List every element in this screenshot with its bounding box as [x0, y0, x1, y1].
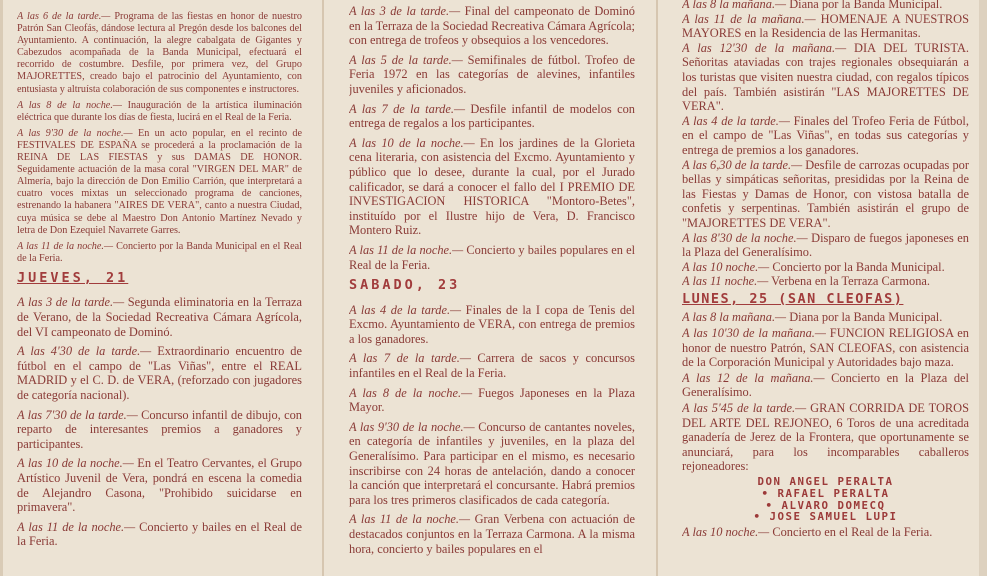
schedule-entry	[682, 401, 969, 474]
entry-time: A las 8 de la noche.—	[349, 385, 473, 400]
rider-name: • RAFAEL PERALTA	[761, 486, 890, 500]
schedule-entry	[682, 260, 969, 275]
entry-text: Gran Verbena con actuación de destacados conjuntos en la Terraza Carmona. A la misma hora, concierto y bailes populares en el	[349, 512, 635, 556]
entry-text: Inauguración de la artística iluminación eléctrica que durante los días de fiesta, lucirá en el Real de la Feria.	[17, 99, 302, 123]
schedule-entry	[682, 231, 969, 260]
entry-time: A las 6 de la tarde.—	[17, 11, 111, 22]
entry-time: A las 5 de la tarde.—	[349, 52, 463, 67]
schedule-entry	[682, 41, 969, 114]
rider-name: DON ANGEL PERALTA	[757, 475, 894, 488]
entry-text: Programa de las fiestas en honor de nuestro Patrón San Cleofás, dándose lectura al Pregón desde los balcones del Ayuntamiento. A continuación, la alegre cabalgata de Gigantes y Cabezudos acompañada de la Banda Municipal, efectuará el recorrido de costumbre. Desfile, por primera vez, del Grupo MAJORETTES, creado bajo el patrocinio del Ayuntamiento, con entusiasta y altruísta colaboración de sus componentes e instructores.	[17, 11, 302, 95]
entry-text: Concierto por la Banda Municipal.	[772, 259, 945, 274]
schedule-entry	[17, 100, 302, 124]
entry-text: Final del campeonato de Dominó en la Terraza de la Sociedad Recreativa Cámara Agrícola; con entrega de trofeos y obsequios a los vencedores.	[349, 4, 635, 48]
schedule-entry	[682, 158, 969, 231]
entry-time: A las 11 de la noche.—	[17, 519, 136, 534]
entry-text: Carrera de sacos y concursos infantiles en el Real de la Feria.	[349, 351, 635, 381]
schedule-entry	[682, 371, 969, 400]
entry-time: A las 5'45 de la tarde.—	[682, 401, 807, 416]
column-divider	[322, 0, 324, 576]
schedule-entry	[349, 102, 635, 131]
schedule-entry	[349, 386, 635, 415]
entry-text: FUNCION RELIGIOSA en honor de nuestro Patrón, SAN CLEOFAS, con asistencia de la Corporación Municipal y Autoridades bajo maza.	[682, 326, 969, 370]
entry-text: Concurso infantil de dibujo, con reparto de interesantes premios a ganadores y participantes.	[17, 407, 302, 451]
entry-time: A las 10 de la noche.—	[349, 135, 475, 150]
entry-time: A las 12'30 de la mañana.—	[682, 40, 847, 55]
entry-text: GRAN CORRIDA DE TOROS DEL ARTE DEL REJONEO, 6 Toros de una acreditada ganadería de Jerez de la Frontera, que oportunamente se anunciará, para los incomparables caballeros rejoneadores:	[682, 401, 969, 474]
program-column-1	[17, 0, 302, 576]
entry-time: A las 8 de la noche.—	[17, 99, 122, 111]
entry-time: A las 4'30 de la tarde.—	[17, 344, 152, 359]
day-heading: JUEVES, 21	[17, 269, 129, 286]
entry-time: A las 10 noche.—	[682, 259, 770, 274]
entry-time: A las 12 de la mañana.—	[682, 370, 825, 385]
schedule-entry	[17, 520, 302, 549]
schedule-entry	[682, 0, 969, 12]
entry-time: A las 11 de la noche.—	[349, 512, 471, 527]
schedule-entry	[17, 408, 302, 452]
program-column-3	[682, 0, 969, 576]
entry-time: A las 10 noche.—	[682, 525, 770, 540]
schedule-entry	[17, 456, 302, 514]
entry-text: Finales del Trofeo Feria de Fútbol, en el campo de "Las Viñas", en todas sus categorías y entrega de premios a los ganadores.	[682, 113, 969, 157]
entry-text: Desfile infantil de modelos con entrega de regalos a los participantes.	[349, 101, 635, 131]
entry-time: A las 7'30 de la tarde.—	[17, 407, 138, 422]
entry-text: Diana por la Banda Municipal.	[789, 0, 943, 11]
schedule-entry	[349, 351, 635, 380]
rider-name: • ALVARO DOMECQ	[765, 498, 886, 512]
entry-text: Concierto y bailes en el Real de la Feria.	[17, 519, 302, 549]
program-column-2	[349, 0, 635, 576]
entry-time: A las 9'30 de la noche.—	[17, 127, 133, 139]
schedule-entry	[682, 274, 969, 289]
entry-time: A las 11 noche.—	[682, 274, 769, 289]
entry-text: Segunda eliminatoria en la Terraza de Verano, de la Sociedad Recreativa Cámara Agrícola, del VI campeonato de Dominó.	[17, 295, 302, 339]
entry-text: Disparo de fuegos japoneses en la Plaza del Generalísimo.	[682, 230, 969, 260]
entry-text: Concierto y bailes populares en el Real de la Feria.	[349, 242, 635, 272]
schedule-entry	[682, 310, 969, 325]
column-divider	[656, 0, 658, 576]
entry-text: Finales de la I copa de Tenis del Excmo. Ayuntamiento de VERA, con entrega de premios a los ganadores.	[349, 302, 635, 346]
schedule-entry	[17, 128, 302, 237]
schedule-entry	[682, 12, 969, 41]
schedule-entry	[349, 303, 635, 347]
schedule-entry	[682, 326, 969, 370]
schedule-entry	[349, 4, 635, 48]
entry-text: Verbena en la Terraza Carmona.	[771, 274, 931, 289]
entry-text: En los jardines de la Glorieta cena literaria, con asistencia del Excmo. Ayuntamiento y público que lo desee, durante la cual, por el Jurado calificador, se dará a conocer el fallo del I PREMIO DE INVESTIGACION HISTORICA "Montoro-Betes", instituído por el Ilustre hijo de Vera, D. Francisco Montero Ruiz.	[349, 135, 635, 238]
entry-text: Extraordinario encuentro de fútbol en el campo de "Las Viñas", entre el REAL MADRID y el C. D. de VERA, (reforzado con jugadores de categoría nacional).	[17, 344, 302, 403]
entry-text: Diana por la Banda Municipal.	[789, 310, 943, 325]
day-heading: LUNES, 25 (SAN CLEOFAS)	[682, 290, 904, 307]
spacer	[17, 0, 302, 11]
schedule-entry	[349, 53, 635, 97]
entry-text: Concierto en el Real de la Feria.	[772, 525, 933, 540]
entry-time: A las 8 la mañana.—	[682, 310, 787, 325]
page-edge-right	[979, 0, 987, 576]
rider-name: • JOSE SAMUEL LUPI	[753, 510, 898, 524]
schedule-entry	[349, 420, 635, 508]
entry-time: A las 8'30 de la noche.—	[682, 230, 808, 245]
entry-time: A las 11 de la noche.—	[349, 242, 464, 257]
entry-text: En el Teatro Cervantes, el Grupo Artístico Juvenil de Vera, pondrá en escena la comedia de Alejandro Casona, "Prohibido suicidarse en primavera".	[17, 456, 302, 515]
schedule-entry	[349, 512, 635, 556]
schedule-entry	[682, 114, 969, 158]
rejoneadores-list	[682, 476, 969, 523]
entry-text: Desfile de carrozas ocupadas por bellas y simpáticas señoritas, presididas por la Reina de las Fiestas y Damas de Honor, con vistosa batalla de confetis y serpentinas. También asistirán el grupo de "MAJORETTES DE VERA".	[682, 157, 969, 230]
entry-time: A las 10 de la noche.—	[17, 456, 134, 471]
entry-text: Concierto en la Plaza del Generalísimo.	[682, 370, 969, 400]
day-heading: SABADO, 23	[349, 277, 461, 294]
entry-text: Concurso de cantantes noveles, en categoría de infantiles y juveniles, en la plaza del Generalísimo. Para participar en el mismo, es necesario inscribirse con 24 horas de antelación, dando a conocer la canción que interpretará el concursante. Habrá premios para los tres primeros clasificados de cada categoría.	[349, 419, 635, 507]
entry-time: A las 11 de la mañana.—	[682, 11, 816, 26]
entry-time: A las 7 de la tarde.—	[349, 351, 471, 366]
entry-time: A las 6,30 de la tarde.—	[682, 157, 803, 172]
entry-time: A las 9'30 de la noche.—	[349, 419, 475, 434]
entry-time: A las 3 de la tarde.—	[349, 4, 461, 18]
schedule-entry	[17, 11, 302, 96]
entry-text: Fuegos Japoneses en la Plaza Mayor.	[349, 385, 635, 415]
schedule-entry	[17, 241, 302, 265]
entry-text: DIA DEL TURISTA. Señoritas ataviadas con trajes regionales obsequiarán a los turistas que visiten nuestra ciudad, con regalos típicos del país. También asistirán "LAS MAJORETTES DE VERA".	[682, 40, 969, 114]
entry-time: A las 4 de la tarde.—	[682, 113, 790, 128]
entry-time: A las 8 la mañana.—	[682, 0, 787, 11]
page-edge-left	[0, 0, 3, 576]
entry-text: En un acto popular, en el recinto de FESTIVALES DE ESPAÑA se procederá a la proclamación de la REINA DE LAS FIESTAS y sus DAMAS DE HONOR. Seguidamente actuación de la masa coral "VIRGEN DEL MAR" de Almería, bajo la dirección de Don Emilio Carrión, que interpretará a cuatro voces mixtas un seleccionado programa de canciones, estrenando la habanera "AIRES DE VERA", canto a nuestra Ciudad, cuya música se debe al Maestro Don Antonio Martínez Nevado y letra de Don Ezequiel Navarrete Garres.	[17, 127, 302, 236]
schedule-entry	[349, 243, 635, 272]
entry-text: Semifinales de fútbol. Trofeo de Feria 1972 en las categorías de alevines, infantiles juveniles y aficionados.	[349, 52, 635, 96]
entry-time: A las 4 de la tarde.—	[349, 302, 462, 317]
schedule-entry	[17, 344, 302, 402]
entry-time: A las 11 de la noche.—	[17, 240, 114, 252]
schedule-entry	[17, 295, 302, 339]
entry-time: A las 3 de la tarde.—	[17, 295, 125, 310]
entry-text: HOMENAJE A NUESTROS MAYORES en la Residencia de las Hermanitas.	[682, 11, 969, 41]
schedule-entry	[349, 136, 635, 238]
schedule-entry	[682, 525, 969, 540]
entry-time: A las 10'30 de la mañana.—	[682, 326, 826, 341]
entry-text: Concierto por la Banda Municipal en el Real de la Feria.	[17, 240, 302, 264]
entry-time: A las 7 de la tarde.—	[349, 101, 465, 116]
